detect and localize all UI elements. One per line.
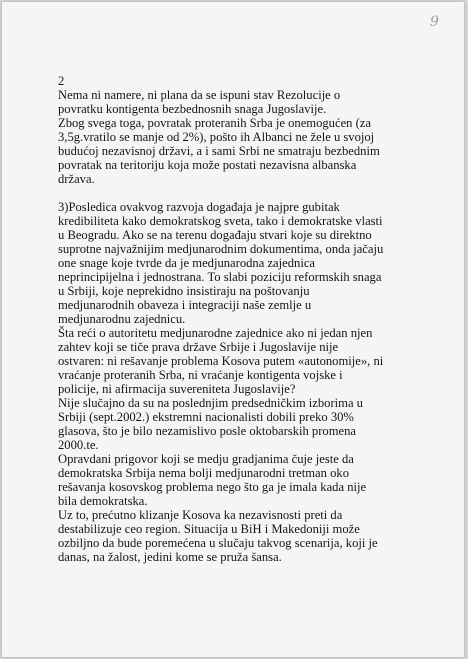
text-line: suprotne najvažnijim medjunarodnim dokumentima, onda jačaju <box>58 242 384 256</box>
handwritten-page-number: 9 <box>430 14 439 30</box>
text-line: rešavanja kosovskog problema nego što ga je imala kada nije <box>58 480 367 494</box>
text-line: bila demokratska. <box>58 494 148 508</box>
section-1 <box>58 74 388 186</box>
text-line: medjunarodnu zajednicu. <box>58 312 186 326</box>
text-line: budućoj nezavisnoj državi, a i sami Srbi ne smatraju bezbednim <box>58 144 380 158</box>
document-text <box>58 74 388 564</box>
text-line: danas, na žalost, jedini kome se pruža šansa. <box>58 550 282 564</box>
text-line: policije, ni afirmacija suvereniteta Jugoslavije? <box>58 382 296 396</box>
text-line: kredibiliteta kako demokratskog sveta, tako i demokratske vlasti <box>58 214 383 228</box>
text-line: vraćanje proteranih Srba, ni vraćanje kontigenta vojske i <box>58 368 343 382</box>
text-line: Nije slučajno da su na poslednjim predsedničkim izborima u <box>58 396 363 410</box>
text-line: destabilizuje ceo region. Situacija u BiH i Makedoniji može <box>58 522 360 536</box>
text-line: 3)Posledica ovakvog razvoja događaja je najpre gubitak <box>58 200 340 214</box>
text-line: 2 <box>58 74 65 88</box>
text-line: Uz to, prećutno klizanje Kosova ka nezavisnosti preti da <box>58 508 343 522</box>
document-page <box>2 2 464 657</box>
text-line: u Srbiji, koje neprekidno insistiraju na poštovanju <box>58 284 310 298</box>
text-line: ozbiljno da bude poremećena u slučaju takvog scenarija, koji je <box>58 536 378 550</box>
text-line: one snage koje tvrde da je medjunarodna zajednica <box>58 256 316 270</box>
text-line: neprincipijelna i jednostrana. To slabi poziciju reformskih snaga <box>58 270 382 284</box>
text-line: Šta reći o autoritetu medjunarodne zajednice ako ni jedan njen <box>58 326 373 340</box>
text-line: država. <box>58 172 95 186</box>
text-line: 3,5g.vratilo se manje od 2%), pošto ih Albanci ne žele u svojoj <box>58 130 375 144</box>
text-line: povratku kontigenta bezbednosnih snaga Jugoslavije. <box>58 102 327 116</box>
text-line: u Beogradu. Ako se na terenu događaju stvari koje su direktno <box>58 228 372 242</box>
text-line: Zbog svega toga, povratak proteranih Srba je onemogućen (za <box>58 116 371 130</box>
text-line: ostvaren: ni rešavanje problema Kosova putem «autonomije», ni <box>58 354 384 368</box>
text-line: Nema ni namere, ni plana da se ispuni stav Rezolucije o <box>58 88 341 102</box>
text-line: glasova, što je bilo nezamislivo posle oktobarskih promena <box>58 424 356 438</box>
text-line: zahtev koji se tiče prava države Srbije i Jugoslavije nije <box>58 340 339 354</box>
text-line: povratak na teritoriju koja može postati nezavisna albanska <box>58 158 357 172</box>
text-line: Opravdani prigovor koji se medju gradjanima čuje jeste da <box>58 452 354 466</box>
section-2 <box>58 200 388 564</box>
text-line: demokratska Srbija nema bolji medjunarodni tretman oko <box>58 466 349 480</box>
text-line: medjunarodnih obaveza i integraciji naše zemlje u <box>58 298 312 312</box>
text-line: Srbiji (sept.2002.) ekstremni nacionalisti dobili preko 30% <box>58 410 354 424</box>
paragraph-spacer <box>58 186 388 200</box>
text-line: 2000.te. <box>58 438 99 452</box>
